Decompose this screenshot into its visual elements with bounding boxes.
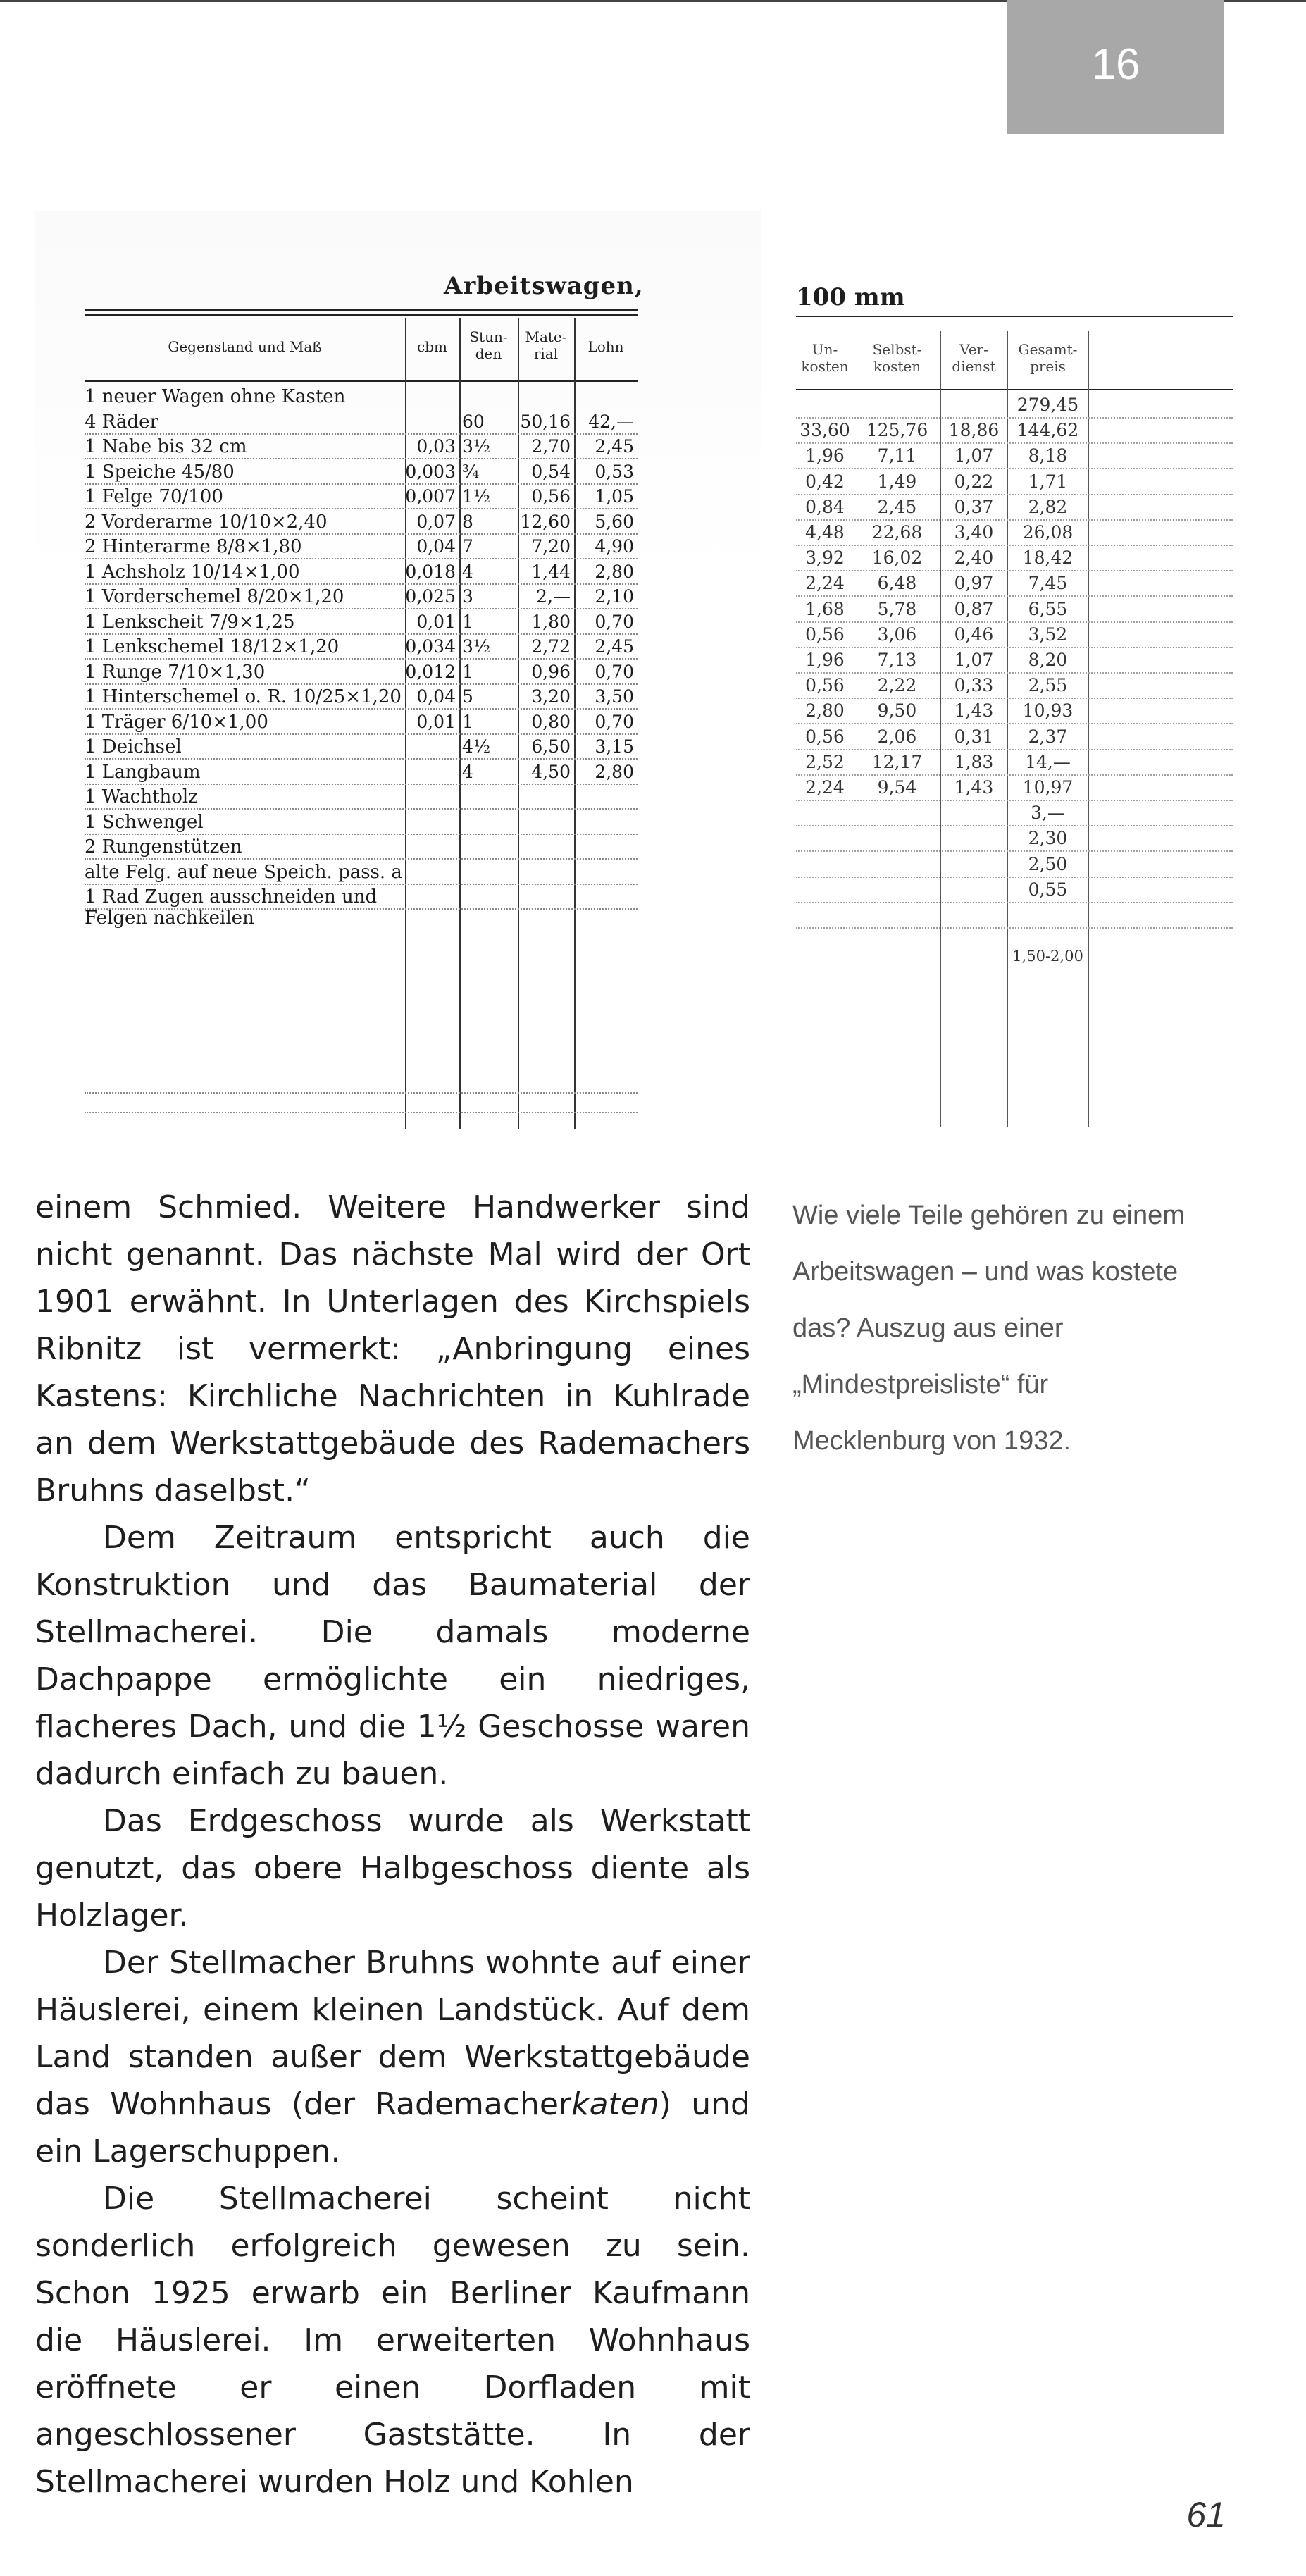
hours-value: 8 <box>462 511 473 532</box>
column-header: Un- kosten <box>801 341 849 375</box>
figure-caption: Wie viele Teile gehören zu einem Arbeitswagen – und was kostete das? Auszug aus einer „Mindestpreisliste“ für Mecklenburg von 1932. <box>792 1201 1185 1456</box>
wage-value: 3,15 <box>595 736 634 757</box>
side-ges-value: 8,18 <box>1028 445 1068 466</box>
text-run: Das Erdgeschoss wurde als Werkstatt genutzt, das obere Halbgeschoss diente als Holzlager. <box>35 1803 750 1933</box>
side-selbst-value: 12,17 <box>871 751 923 772</box>
side-selbst-value: 2,06 <box>877 726 917 747</box>
chapter-tab <box>1007 0 1224 134</box>
side-verd-value: 1,07 <box>954 445 994 466</box>
row-divider <box>796 468 1233 469</box>
side-ges-value: 2,55 <box>1028 675 1068 696</box>
table-rule <box>796 316 1233 317</box>
hours-value: 3½ <box>462 436 491 457</box>
row-divider <box>796 494 1233 495</box>
table-rule <box>85 314 638 316</box>
side-unk-value: 3,92 <box>805 547 845 569</box>
table-item: 1 Lenkscheit 7/9×1,25 <box>85 611 295 633</box>
material-value: 7,20 <box>531 536 571 557</box>
table-item: 1 Wachtholz <box>85 786 198 807</box>
text-run: Dem Zeitraum entspricht auch die Konstruktion und das Baumaterial der Stellmacherei. Die damals moderne Dachpappe ermöglichte ein niedriges, flacheres Dach, und die 1½ Geschosse waren dadurch einfach zu bauen. <box>35 1520 750 1792</box>
side-selbst-value: 22,68 <box>871 522 923 543</box>
column-rule <box>459 318 461 1129</box>
table-item: 1 Runge 7/10×1,30 <box>85 661 266 683</box>
cbm-value: 0,04 <box>416 536 456 557</box>
emphasis: katen <box>571 2086 659 2122</box>
side-selbst-value: 3,06 <box>877 624 917 645</box>
side-verd-value: 1,83 <box>954 751 994 772</box>
side-ges-value: 2,82 <box>1028 496 1068 517</box>
hours-value: 4 <box>462 561 473 582</box>
side-verd-value: 0,46 <box>954 624 994 645</box>
side-selbst-value: 16,02 <box>871 547 923 569</box>
body-paragraph <box>35 2175 750 2506</box>
side-ges-value: 0,55 <box>1028 879 1068 900</box>
side-ges-value: 279,45 <box>1016 395 1079 415</box>
wage-value: 2,45 <box>595 636 634 657</box>
wage-value: 2,45 <box>595 436 634 457</box>
side-verd-value: 0,87 <box>954 598 994 619</box>
material-value: 0,96 <box>531 661 571 682</box>
side-ges-value: 3,52 <box>1028 624 1068 645</box>
cbm-value: 0,034 <box>405 636 456 657</box>
side-unk-value: 1,68 <box>805 598 845 619</box>
material-value: 50,16 <box>520 411 571 432</box>
cbm-value: 0,07 <box>416 511 456 532</box>
column-rule <box>1088 331 1089 1127</box>
side-unk-value: 1,96 <box>805 650 845 670</box>
column-header: Gesamt- preis <box>1018 341 1078 375</box>
wage-value: 0,70 <box>595 661 634 682</box>
wage-value: 0,70 <box>595 611 634 632</box>
side-ges-value: 144,62 <box>1016 420 1079 441</box>
column-header: Selbst- kosten <box>872 341 922 375</box>
side-selbst-value: 6,48 <box>877 573 917 594</box>
side-verd-value: 2,40 <box>954 547 994 569</box>
side-verd-value: 18,86 <box>948 420 1000 441</box>
side-ges-value: 1,71 <box>1028 471 1068 492</box>
side-table-title: 100 mm <box>796 283 905 311</box>
side-unk-value: 2,24 <box>805 777 845 798</box>
body-paragraph <box>35 1797 750 1939</box>
cbm-value: 0,007 <box>405 486 456 507</box>
row-divider <box>796 774 1233 776</box>
table-rule <box>85 309 638 311</box>
column-header: Lohn <box>587 338 624 355</box>
table-item: 4 Räder <box>85 411 158 433</box>
hours-value: 4½ <box>462 736 491 757</box>
hours-value: 3 <box>462 586 473 607</box>
side-selbst-value: 7,13 <box>877 650 917 670</box>
material-value: 2,72 <box>531 636 571 657</box>
row-divider <box>85 1092 638 1094</box>
material-value: 2,70 <box>531 436 571 457</box>
cbm-value: 0,03 <box>416 436 456 457</box>
hours-value: 1 <box>462 611 473 632</box>
hours-value: 7 <box>462 536 473 557</box>
table-item: 1 Speiche 45/80 <box>85 461 235 483</box>
table-item: 1 Deichsel <box>85 736 182 757</box>
table-item: 1 Nabe bis 32 cm <box>85 436 247 457</box>
row-divider <box>796 519 1233 521</box>
body-paragraph <box>35 1514 750 1797</box>
text-run: Der Stellmacher Bruhns wohnte auf einer Häuslerei, einem kleinen Landstück. Auf dem Land standen außer dem Werkstattgebäude das Wohnhaus (der Rademacher <box>35 1945 750 2122</box>
row-divider <box>85 433 638 435</box>
side-ges-value: 14,— <box>1025 751 1071 772</box>
row-divider <box>796 672 1233 674</box>
cbm-value: 0,018 <box>405 561 456 582</box>
row-divider <box>85 1112 638 1113</box>
row-divider <box>85 808 638 810</box>
side-verd-value: 0,33 <box>954 675 994 696</box>
hours-value: 5 <box>462 686 473 707</box>
chapter-number: 16 <box>1091 39 1140 89</box>
row-divider <box>85 733 638 735</box>
row-divider <box>796 442 1233 444</box>
side-ges-value: 8,20 <box>1028 650 1068 670</box>
side-verd-value: 0,31 <box>954 726 994 747</box>
hours-value: 3½ <box>462 636 491 657</box>
wage-value: 0,53 <box>595 461 634 482</box>
text-run: einem Schmied. Weitere Handwerker sind nicht genannt. Das nächste Mal wird der Ort 1901 erwähnt. In Unterlagen des Kirchspiels Ribnitz ist vermerkt: „Anbringung eines Kastens: Kirchliche Nachrichten in Kuhlrade an dem Werkstattgebäude des Rademachers Bruhns daselbst.“ <box>35 1189 750 1509</box>
side-selbst-value: 2,45 <box>877 496 917 517</box>
material-value: 1,80 <box>531 611 571 632</box>
material-value: 3,20 <box>531 686 571 707</box>
side-verd-value: 0,37 <box>954 496 994 517</box>
side-ges-value: 2,50 <box>1028 853 1068 874</box>
text-run: ) und ein Lagerschuppen. <box>35 2086 750 2169</box>
side-selbst-value: 7,11 <box>877 445 917 466</box>
side-ges-value: 1,50-2,00 <box>1012 948 1083 965</box>
table-item: 2 Rungenstützen <box>85 836 242 857</box>
side-unk-value: 2,52 <box>805 751 845 772</box>
side-ges-value: 6,55 <box>1028 598 1068 619</box>
side-ges-value: 2,30 <box>1028 828 1068 849</box>
hours-value: ¾ <box>462 461 480 482</box>
material-value: 6,50 <box>531 736 571 757</box>
row-divider <box>85 458 638 459</box>
row-divider <box>85 784 638 785</box>
table-item: 1 Lenkschemel 18/12×1,20 <box>85 636 340 657</box>
hours-value: 4 <box>462 761 473 782</box>
row-divider <box>85 683 638 685</box>
side-unk-value: 33,60 <box>800 420 850 441</box>
hours-value: 1½ <box>462 486 491 507</box>
material-value: 0,54 <box>531 461 571 482</box>
row-divider <box>85 558 638 559</box>
row-divider <box>796 595 1233 597</box>
body-paragraph <box>35 1184 750 1514</box>
table-title: Arbeitswagen, <box>444 272 644 300</box>
table-item: 2 Hinterarme 8/8×1,80 <box>85 536 302 557</box>
side-unk-value: 1,96 <box>805 445 845 466</box>
hours-value: 1 <box>462 711 473 732</box>
side-unk-value: 4,48 <box>805 522 845 543</box>
table-rule <box>85 380 638 382</box>
row-divider <box>796 749 1233 750</box>
row-divider <box>796 417 1233 419</box>
row-divider <box>85 508 638 509</box>
material-value: 1,44 <box>531 561 571 582</box>
cbm-value: 0,012 <box>405 661 456 682</box>
row-divider <box>85 608 638 609</box>
row-divider <box>796 570 1233 571</box>
row-divider <box>85 633 638 635</box>
side-unk-value: 2,80 <box>805 700 845 722</box>
row-divider <box>85 483 638 485</box>
body-text <box>35 1184 750 2506</box>
row-divider <box>796 902 1233 903</box>
material-value: 4,50 <box>531 761 571 782</box>
row-divider <box>85 533 638 535</box>
row-divider <box>85 708 638 710</box>
column-header: cbm <box>417 338 447 355</box>
side-ges-value: 26,08 <box>1022 522 1074 543</box>
side-verd-value: 1,07 <box>954 650 994 670</box>
table-item: 1 Schwengel <box>85 811 204 833</box>
column-header: Gegenstand und Maß <box>168 338 322 355</box>
side-verd-value: 3,40 <box>954 522 994 543</box>
text-run: Die Stellmacherei scheint nicht sonderlich erfolgreich gewesen zu sein. Schon 1925 erwarb ein Berliner Kaufmann die Häuslerei. Im erweiterten Wohnhaus eröffnete er einen Dorfladen mit angeschlossener Gaststätte. In der Stellmacherei wurden Holz und Kohlen <box>35 2181 750 2500</box>
cbm-value: 0,04 <box>416 686 456 707</box>
table-item: 2 Vorderarme 10/10×2,40 <box>85 511 328 533</box>
side-ges-value: 2,37 <box>1028 726 1068 747</box>
column-header: Stun- den <box>469 328 508 362</box>
table-item: Felgen nachkeilen <box>85 907 254 929</box>
row-divider <box>796 545 1233 546</box>
side-selbst-value: 9,50 <box>877 700 917 722</box>
row-divider <box>796 621 1233 623</box>
wage-value: 3,50 <box>595 686 634 707</box>
row-divider <box>796 647 1233 648</box>
row-divider <box>85 834 638 835</box>
side-selbst-value: 2,22 <box>877 675 917 696</box>
wage-value: 1,05 <box>595 486 634 507</box>
row-divider <box>85 758 638 760</box>
body-paragraph <box>35 1939 750 2175</box>
wage-value: 5,60 <box>595 511 634 532</box>
table-item: 1 Felge 70/100 <box>85 486 223 507</box>
wage-value: 2,80 <box>595 761 634 782</box>
hours-value: 1 <box>462 661 473 682</box>
row-divider <box>85 583 638 585</box>
side-verd-value: 1,43 <box>954 700 994 722</box>
side-unk-value: 0,84 <box>805 496 845 517</box>
cbm-value: 0,01 <box>416 611 456 632</box>
table-item: 1 neuer Wagen ohne Kasten <box>85 386 346 407</box>
cbm-value: 0,025 <box>405 586 456 607</box>
side-verd-value: 0,97 <box>954 573 994 594</box>
wage-value: 0,70 <box>595 711 634 732</box>
side-ges-value: 10,93 <box>1022 700 1074 722</box>
table-item: 1 Hinterschemel o. R. 10/25×1,20 <box>85 686 402 707</box>
cbm-value: 0,003 <box>405 461 456 482</box>
row-divider <box>796 800 1233 801</box>
row-divider <box>796 877 1233 878</box>
row-divider <box>85 858 638 860</box>
side-selbst-value: 5,78 <box>877 598 917 619</box>
side-verd-value: 1,43 <box>954 777 994 798</box>
row-divider <box>796 825 1233 826</box>
side-ges-value: 3,— <box>1031 803 1065 824</box>
material-value: 12,60 <box>520 511 571 532</box>
side-ges-value: 7,45 <box>1028 573 1068 594</box>
row-divider <box>85 884 638 885</box>
cbm-value: 0,01 <box>416 711 456 732</box>
table-item: 1 Vorderschemel 8/20×1,20 <box>85 586 344 607</box>
page-number: 61 <box>1186 2495 1226 2534</box>
wage-value: 2,10 <box>595 586 634 607</box>
row-divider <box>796 698 1233 699</box>
side-unk-value: 2,24 <box>805 573 845 594</box>
material-value: 2,— <box>536 586 571 607</box>
row-divider <box>796 927 1233 929</box>
side-verd-value: 0,22 <box>954 471 994 492</box>
row-divider <box>796 850 1233 852</box>
table-item: 1 Rad Zugen ausschneiden und <box>85 886 378 908</box>
wage-value: 2,80 <box>595 561 634 582</box>
column-header: Mate- rial <box>525 328 567 362</box>
side-unk-value: 0,56 <box>805 624 845 645</box>
material-value: 0,80 <box>531 711 571 732</box>
table-rule <box>796 389 1233 390</box>
hours-value: 60 <box>462 411 485 432</box>
row-divider <box>796 723 1233 724</box>
side-unk-value: 0,56 <box>805 726 845 747</box>
side-unk-value: 0,56 <box>805 675 845 696</box>
side-selbst-value: 9,54 <box>877 777 917 798</box>
material-value: 0,56 <box>531 486 571 507</box>
table-item: 1 Achsholz 10/14×1,00 <box>85 561 300 583</box>
wage-value: 42,— <box>588 411 634 432</box>
column-header: Ver- dienst <box>952 341 996 375</box>
side-unk-value: 0,42 <box>805 471 845 492</box>
side-selbst-value: 125,76 <box>866 420 928 441</box>
table-item: alte Felg. auf neue Speich. pass. a <box>85 861 402 883</box>
row-divider <box>85 658 638 660</box>
wage-value: 4,90 <box>595 536 634 557</box>
table-item: 1 Langbaum <box>85 761 201 783</box>
side-ges-value: 18,42 <box>1022 547 1074 569</box>
table-item: 1 Träger 6/10×1,00 <box>85 711 268 733</box>
side-selbst-value: 1,49 <box>877 471 917 492</box>
side-ges-value: 10,97 <box>1022 777 1074 798</box>
